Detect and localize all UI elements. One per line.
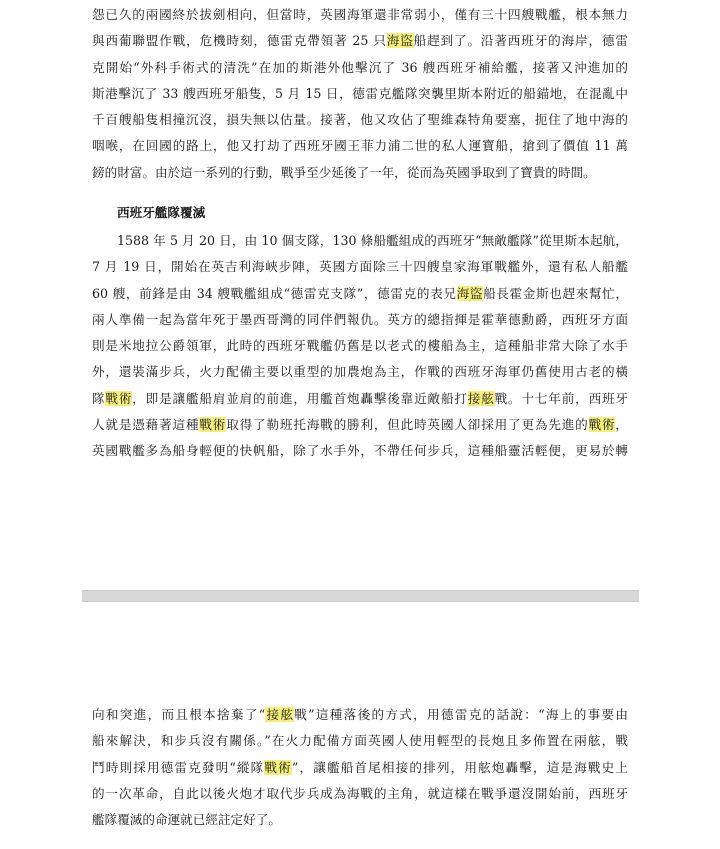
text-segment: 英國戰艦多為船身輕便的快帆船，除了水手外，不帶任何步兵，這種船靈活輕便，更易於轉 — [92, 443, 628, 459]
highlighted-term: 接舷 — [265, 707, 295, 722]
document-page-2 — [0, 602, 720, 849]
text-line — [92, 438, 628, 464]
text-line — [92, 160, 628, 186]
text-line — [92, 307, 628, 333]
paragraph-armada-battle — [92, 228, 628, 465]
text-line — [92, 107, 628, 133]
text-segment: ， — [615, 417, 628, 433]
text-line — [92, 386, 628, 412]
text-line — [92, 807, 628, 833]
text-segment: 斯港擊沉了 33 艘西班牙船隻，5 月 15 日，德雷克艦隊突襲里斯本附近的船錨地，在混亂中 — [92, 85, 628, 101]
text-segment: 向和突進，而且根本捨棄了“ — [92, 707, 266, 722]
heading-spanish-armada-defeat: 西班牙艦隊覆滅 — [117, 205, 206, 220]
highlighted-term: 戰術 — [588, 417, 616, 433]
text-segment: 艦隊覆滅的命運就已經註定好了。 — [92, 812, 281, 828]
text-segment: 鎊的財富。由於這一系列的行動，戰爭至少延後了一年，從而為英國爭取到了寶貴的時間。 — [92, 164, 596, 180]
text-segment: 則是米地拉公爵領軍，此時的西班牙戰艦仍舊是以老式的樓船為主，這種船非常大除了水手 — [92, 338, 628, 354]
paragraph-english-tactics — [92, 702, 628, 833]
text-line — [92, 333, 628, 359]
text-segment: 1588 年 5 月 20 日，由 10 個支隊，130 條船艦組成的西班牙“無敵艦隊”從里斯本起航， — [117, 233, 628, 248]
text-segment: 的一次革命，自此以後火炮才取代步兵成為海戰的主角，就這樣在戰爭還沒開始前，西班牙 — [92, 785, 628, 801]
text-segment: 船趕到了。沿著西班牙的海岸，德雷 — [413, 33, 628, 49]
text-line — [92, 28, 628, 54]
highlighted-term: 戰術 — [264, 759, 292, 775]
page-separator — [82, 590, 639, 602]
text-segment: 船長霍金斯也趕來幫忙， — [483, 285, 628, 301]
text-line — [92, 228, 628, 254]
text-line — [92, 2, 628, 28]
text-segment: 7 月 19 日，開始在英吉利海峽步陣，英國方面除三十四艘皇家海軍戰艦外，還有私人船艦 — [92, 259, 628, 275]
text-segment: 咽喉，在回國的路上，他又打劫了西班牙國王菲力浦二世的私人運寶船，搶到了價值 11 萬 — [92, 138, 628, 154]
text-segment: 人就是憑藉著這種 — [92, 417, 200, 433]
text-line — [92, 281, 628, 307]
text-segment: 取得了勒班托海戰的勝利，但此時英國人卻採用了更為先進的 — [226, 417, 589, 433]
text-segment: 戰”這種落後的方式，用德雷克的話說：“海上的事要由 — [294, 707, 628, 722]
text-segment: 隊 — [92, 390, 106, 406]
text-line — [92, 702, 628, 728]
text-segment: 60 艘，前鋒是由 34 艘戰艦組成“德雷克支隊”，德雷克的表兄 — [92, 285, 457, 301]
text-segment: 與西葡聯盟作戰，危機時刻，德雷克帶領著 25 只 — [92, 33, 387, 49]
highlighted-term: 接舷 — [467, 390, 495, 406]
text-segment: 外，還裝滿步兵，火力配備主要以重型的加農炮為主，作戰的西班牙海軍仍舊使用古老的橫 — [92, 364, 628, 380]
text-line — [92, 781, 628, 807]
text-line — [92, 412, 628, 438]
text-line — [92, 254, 628, 280]
section-heading — [92, 200, 628, 226]
text-segment: 怨已久的兩國終於拔劍相向，但當時，英國海軍還非常弱小，僅有三十四艘戰艦，根本無力 — [92, 7, 628, 22]
text-line — [92, 55, 628, 81]
highlighted-term: 戰術 — [199, 417, 227, 433]
text-line — [92, 755, 628, 781]
text-line — [92, 359, 628, 385]
paragraph-dexleike-raid — [92, 2, 628, 186]
highlighted-term: 戰術 — [105, 390, 133, 406]
highlighted-term: 海盜 — [386, 33, 414, 49]
text-line — [92, 133, 628, 159]
text-segment: 千百艘船隻相撞沉沒，損失無以估量。接著，他又攻佔了聖維森特角要塞，扼住了地中海的 — [92, 112, 628, 128]
text-segment: 兩人準備一起為當年死于墨西哥灣的同伴們報仇。英方的總指揮是霍華德勳爵，西班牙方面 — [92, 311, 628, 327]
text-segment: ”，讓艦船首尾相接的排列，用舷炮轟擊，這是海戰史上 — [291, 759, 628, 775]
text-line — [92, 728, 628, 754]
text-segment: ，即是讓艦船肩並肩的前進，用艦首炮轟擊後靠近敵船打 — [132, 390, 468, 406]
text-segment: 戰。十七年前，西班牙 — [494, 390, 628, 406]
text-line — [92, 81, 628, 107]
text-segment: 克開始“外科手術式的清洗”在加的斯港外他擊沉了 36 艘西班牙補給艦，接著又沖進加的 — [92, 59, 628, 75]
highlighted-term: 海盜 — [456, 285, 484, 301]
text-segment: 船來解決，和步兵沒有關係。”在火力配備方面英國人使用輕型的長炮且多佈置在兩舷，戰 — [92, 733, 628, 749]
text-segment: 鬥時則採用德雷克發明“縱隊 — [92, 759, 265, 775]
